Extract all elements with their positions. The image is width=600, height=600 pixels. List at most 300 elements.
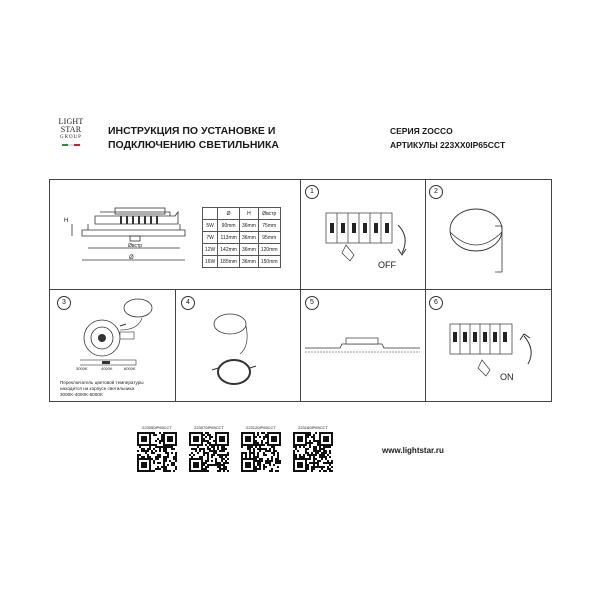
qr-module <box>249 452 251 454</box>
qr-module <box>325 462 327 464</box>
qr-module <box>299 454 301 456</box>
qr-module <box>255 442 257 444</box>
table-row <box>203 232 281 244</box>
qr-module <box>211 460 213 462</box>
cutout-diameter-label: Øвстр <box>128 243 143 249</box>
website-link[interactable]: www.lightstar.ru <box>382 446 444 455</box>
qr-module <box>257 456 259 458</box>
qr-module <box>209 438 211 440</box>
qr-module <box>331 466 333 468</box>
qr-module <box>169 446 171 448</box>
qr-module <box>295 454 297 456</box>
qr-module <box>159 442 161 444</box>
qr-module <box>153 470 155 472</box>
step-6-badge: 6 <box>429 296 443 310</box>
qr-module <box>207 456 209 458</box>
qr-module <box>271 470 273 472</box>
qr-module <box>275 462 277 464</box>
qr-module <box>273 446 275 448</box>
qr-module <box>171 452 173 454</box>
qr-module <box>307 468 309 470</box>
qr-module <box>161 438 163 440</box>
qr-module <box>223 468 225 470</box>
qr-module <box>215 450 217 452</box>
qr-module <box>171 462 173 464</box>
qr-module <box>261 448 263 450</box>
qr-module <box>165 448 167 450</box>
qr-module <box>153 460 155 462</box>
qr-module <box>313 460 315 462</box>
table-header-row <box>203 208 281 220</box>
qr-module <box>207 446 209 448</box>
qr-module <box>175 458 177 460</box>
qr-module <box>225 462 227 464</box>
qr-module <box>313 464 315 466</box>
qr-module <box>275 460 277 462</box>
qr-module <box>257 444 259 446</box>
qr-module <box>307 436 309 438</box>
qr-module <box>163 458 165 460</box>
qr-code-12w[interactable] <box>241 432 281 472</box>
qr-module <box>173 470 175 472</box>
color-switch-illustration <box>80 296 170 371</box>
qr-module <box>255 446 257 448</box>
qr-module <box>155 440 157 442</box>
qr-module <box>161 440 163 442</box>
qr-module <box>257 434 259 436</box>
qr-module <box>323 448 325 450</box>
qr-module <box>325 450 327 452</box>
qr-module <box>223 454 225 456</box>
qr-module <box>143 450 145 452</box>
qr-module <box>275 450 277 452</box>
step-5-badge: 5 <box>305 296 319 310</box>
series-info <box>390 124 505 152</box>
qr-module <box>145 452 147 454</box>
qr-module <box>309 440 311 442</box>
qr-module <box>201 448 203 450</box>
qr-module <box>225 456 227 458</box>
table-header: Ø <box>218 208 240 220</box>
qr-module <box>255 466 257 468</box>
qr-module <box>213 452 215 454</box>
step-3-badge: 3 <box>57 296 71 310</box>
qr-label-5w: 223050IP65CCT <box>142 425 172 430</box>
qr-module <box>259 446 261 448</box>
qr-module <box>207 460 209 462</box>
qr-module <box>225 454 227 456</box>
qr-module <box>203 464 205 466</box>
qr-module <box>311 436 313 438</box>
qr-module <box>259 464 261 466</box>
qr-module <box>303 446 305 448</box>
qr-module <box>323 450 325 452</box>
qr-module <box>321 452 323 454</box>
qr-module <box>163 450 165 452</box>
qr-module <box>169 470 171 472</box>
qr-module <box>149 448 151 450</box>
qr-label-7w: 223070IP65CCT <box>194 425 224 430</box>
qr-module <box>331 460 333 462</box>
qr-module <box>319 460 321 462</box>
qr-module <box>191 448 193 450</box>
qr-module <box>263 432 265 434</box>
qr-module <box>305 448 307 450</box>
qr-module <box>159 432 161 434</box>
qr-module <box>323 456 325 458</box>
qr-module <box>169 460 171 462</box>
qr-module <box>209 448 211 450</box>
qr-module <box>327 454 329 456</box>
qr-module <box>175 460 177 462</box>
qr-module <box>265 450 267 452</box>
qr-module <box>207 432 209 434</box>
qr-module <box>263 464 265 466</box>
qr-module <box>221 460 223 462</box>
qr-module <box>161 436 163 438</box>
qr-module <box>327 466 329 468</box>
qr-module <box>255 460 257 462</box>
qr-module <box>153 444 155 446</box>
qr-module <box>277 458 279 460</box>
qr-module <box>253 450 255 452</box>
table-header: H <box>239 208 258 220</box>
qr-module <box>163 462 165 464</box>
qr-module <box>319 470 321 472</box>
qr-module <box>277 470 279 472</box>
qr-module <box>155 456 157 458</box>
qr-module <box>259 448 261 450</box>
qr-module <box>311 468 313 470</box>
qr-module <box>321 466 323 468</box>
qr-code-16w[interactable] <box>293 432 333 472</box>
qr-module <box>159 462 161 464</box>
qr-module <box>223 464 225 466</box>
table-cell: 36mm <box>239 220 258 232</box>
qr-module <box>153 462 155 464</box>
qr-module <box>209 464 211 466</box>
step-1-badge: 1 <box>305 185 319 199</box>
qr-module <box>261 432 263 434</box>
qr-module <box>221 456 223 458</box>
qr-module <box>151 452 153 454</box>
qr-module <box>195 450 197 452</box>
table-cell: 16W <box>203 256 218 268</box>
qr-module <box>315 440 317 442</box>
qr-module <box>253 448 255 450</box>
qr-module <box>157 462 159 464</box>
logo-line-2: STAR <box>60 125 82 134</box>
qr-module <box>223 450 225 452</box>
qr-module <box>299 456 301 458</box>
qr-module <box>205 466 207 468</box>
qr-module <box>163 470 165 472</box>
qr-module <box>317 452 319 454</box>
qr-module <box>197 452 199 454</box>
qr-module <box>313 438 315 440</box>
on-label: ON <box>500 372 514 382</box>
qr-module <box>141 448 143 450</box>
qr-module <box>277 452 279 454</box>
qr-module <box>265 462 267 464</box>
qr-module <box>173 462 175 464</box>
qr-module <box>267 458 269 460</box>
table-cell: 185mm <box>218 256 240 268</box>
qr-module <box>215 452 217 454</box>
qr-module <box>227 454 229 456</box>
diameter-label: Ø <box>129 255 134 261</box>
qr-module <box>313 454 315 456</box>
qr-module <box>249 446 251 448</box>
qr-module <box>313 468 315 470</box>
qr-module <box>163 448 165 450</box>
qr-module <box>305 452 307 454</box>
qr-module <box>261 460 263 462</box>
qr-module <box>157 446 159 448</box>
qr-module <box>325 470 327 472</box>
qr-module <box>265 434 267 436</box>
qr-module <box>241 452 243 454</box>
qr-module <box>211 446 213 448</box>
qr-module <box>259 466 261 468</box>
qr-module <box>245 456 247 458</box>
qr-module <box>167 436 173 442</box>
qr-module <box>205 468 207 470</box>
qr-module <box>257 448 259 450</box>
qr-module <box>293 454 295 456</box>
series-name: СЕРИЯ ZOCCO <box>390 126 453 136</box>
qr-module <box>207 434 209 436</box>
qr-module <box>205 452 207 454</box>
qr-module <box>213 448 215 450</box>
qr-module <box>221 468 223 470</box>
qr-module <box>263 468 265 470</box>
qr-module <box>137 456 139 458</box>
qr-module <box>307 434 309 436</box>
qr-module <box>311 452 313 454</box>
qr-module <box>205 432 207 434</box>
qr-module <box>159 468 161 470</box>
qr-module <box>311 470 313 472</box>
qr-module <box>157 454 159 456</box>
qr-module <box>277 456 279 458</box>
qr-module <box>325 446 327 448</box>
qr-module <box>241 446 243 448</box>
qr-module <box>161 466 163 468</box>
qr-module <box>279 462 281 464</box>
qr-module <box>277 454 279 456</box>
qr-module <box>243 452 245 454</box>
qr-module <box>321 454 323 456</box>
table-cell: 5W <box>203 220 218 232</box>
qr-module <box>151 470 153 472</box>
qr-module <box>323 470 325 472</box>
qr-module <box>145 450 147 452</box>
qr-module <box>257 442 259 444</box>
qr-module <box>255 436 257 438</box>
qr-module <box>309 444 311 446</box>
qr-module <box>261 442 263 444</box>
qr-module <box>147 450 149 452</box>
qr-module <box>203 438 205 440</box>
qr-module <box>257 462 259 464</box>
qr-module <box>327 460 329 462</box>
qr-module <box>175 468 177 470</box>
qr-module <box>217 454 219 456</box>
qr-module <box>221 446 223 448</box>
qr-module <box>219 456 221 458</box>
qr-label-16w: 223160IP65CCT <box>298 425 328 430</box>
qr-module <box>207 466 209 468</box>
qr-module <box>279 460 281 462</box>
qr-module <box>315 452 317 454</box>
qr-module <box>189 454 191 456</box>
qr-module <box>217 448 219 450</box>
qr-module <box>317 442 319 444</box>
qr-module <box>259 450 261 452</box>
qr-module <box>309 462 311 464</box>
qr-module <box>211 436 213 438</box>
qr-module <box>313 436 315 438</box>
table-cell: 36mm <box>239 244 258 256</box>
qr-module <box>307 452 309 454</box>
step-2-badge: 2 <box>429 185 443 199</box>
qr-module <box>311 466 313 468</box>
qr-module <box>275 458 277 460</box>
qr-module <box>309 456 311 458</box>
qr-code-5w[interactable] <box>137 432 177 472</box>
qr-module <box>159 456 161 458</box>
qr-module <box>173 464 175 466</box>
qr-module <box>271 468 273 470</box>
qr-module <box>205 462 207 464</box>
qr-module <box>161 446 163 448</box>
qr-module <box>151 458 153 460</box>
qr-module <box>315 450 317 452</box>
qr-module <box>273 452 275 454</box>
qr-module <box>319 454 321 456</box>
qr-module <box>199 450 201 452</box>
qr-module <box>269 464 271 466</box>
qr-module <box>193 462 199 468</box>
qr-module <box>329 452 331 454</box>
qr-module <box>307 432 309 434</box>
qr-module <box>155 458 157 460</box>
qr-module <box>277 466 279 468</box>
qr-module <box>223 466 225 468</box>
qr-module <box>161 434 163 436</box>
qr-module <box>157 456 159 458</box>
qr-module <box>205 460 207 462</box>
qr-module <box>141 456 143 458</box>
qr-module <box>329 456 331 458</box>
qr-module <box>207 470 209 472</box>
qr-module <box>155 450 157 452</box>
qr-module <box>215 460 217 462</box>
qr-module <box>307 442 309 444</box>
qr-module <box>271 456 273 458</box>
qr-module <box>255 468 257 470</box>
switch-label-3000k: 3000K <box>76 366 88 371</box>
qr-module <box>203 440 205 442</box>
qr-module <box>173 458 175 460</box>
qr-module <box>165 470 167 472</box>
qr-module <box>295 456 297 458</box>
qr-module <box>225 448 227 450</box>
qr-module <box>207 448 209 450</box>
qr-module <box>207 458 209 460</box>
height-label: H <box>64 218 69 224</box>
qr-module <box>317 444 319 446</box>
qr-module <box>249 454 251 456</box>
qr-module <box>307 458 309 460</box>
qr-module <box>165 456 167 458</box>
qr-module <box>153 448 155 450</box>
qr-module <box>311 454 313 456</box>
qr-module <box>325 456 327 458</box>
qr-module <box>299 446 301 448</box>
qr-module <box>309 446 311 448</box>
qr-module <box>213 454 215 456</box>
note-line-2: находится на корпусе светильника <box>60 386 135 391</box>
logo-line-3: GROUP <box>60 135 82 140</box>
qr-module <box>325 458 327 460</box>
qr-module <box>307 466 309 468</box>
qr-module <box>247 448 249 450</box>
qr-module <box>317 466 319 468</box>
qr-module <box>205 470 207 472</box>
table-header: Øвстр <box>258 208 280 220</box>
qr-module <box>263 438 265 440</box>
qr-module <box>157 438 159 440</box>
qr-module <box>205 440 207 442</box>
qr-module <box>159 448 161 450</box>
qr-module <box>203 434 205 436</box>
qr-module <box>213 444 215 446</box>
qr-module <box>263 444 265 446</box>
qr-module <box>255 440 257 442</box>
qr-module <box>245 452 247 454</box>
qr-module <box>323 436 329 442</box>
qr-module <box>293 446 295 448</box>
qr-module <box>273 464 275 466</box>
switch-label-6000k: 6000K <box>124 366 136 371</box>
qr-module <box>297 436 303 442</box>
qr-module <box>203 462 205 464</box>
qr-module <box>163 468 165 470</box>
qr-module <box>221 450 223 452</box>
qr-module <box>163 460 165 462</box>
qr-module <box>209 444 211 446</box>
qr-module <box>211 450 213 452</box>
logo-line-1: LIGHT <box>58 117 84 126</box>
qr-module <box>241 454 243 456</box>
qr-module <box>245 436 251 442</box>
qr-module <box>265 460 267 462</box>
qr-module <box>253 456 255 458</box>
qr-module <box>213 440 215 442</box>
qr-module <box>201 456 203 458</box>
qr-module <box>249 456 251 458</box>
qr-module <box>207 440 209 442</box>
qr-module <box>155 468 157 470</box>
qr-module <box>209 436 211 438</box>
title-line-1: ИНСТРУКЦИЯ ПО УСТАНОВКЕ И <box>108 125 276 137</box>
qr-module <box>165 458 167 460</box>
qr-module <box>259 460 261 462</box>
qr-module <box>209 450 211 452</box>
qr-code-7w[interactable] <box>189 432 229 472</box>
